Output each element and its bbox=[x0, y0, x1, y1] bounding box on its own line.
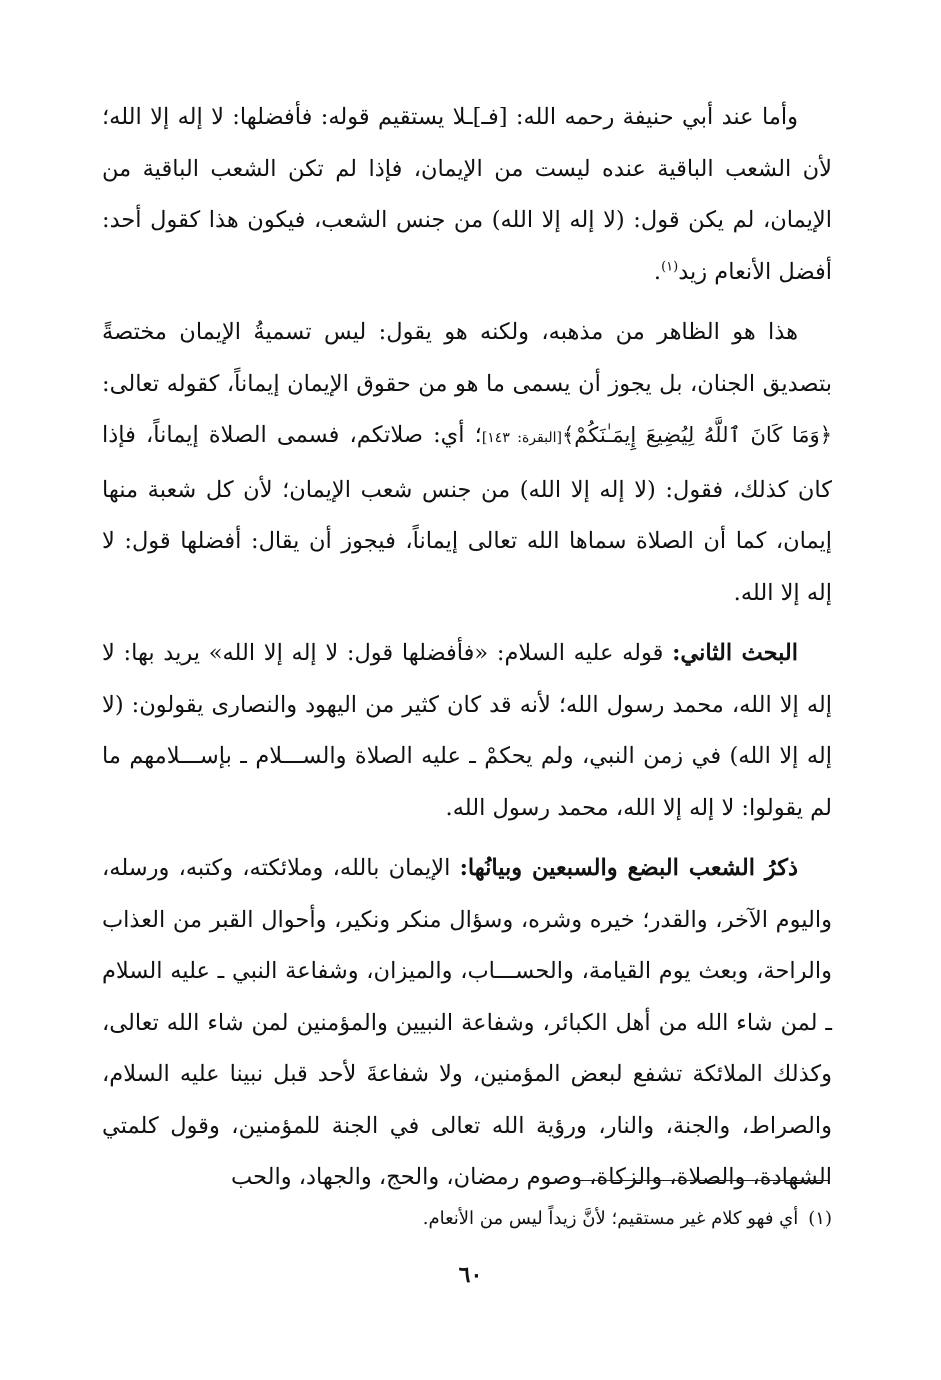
verse-reference: [البقرة: ١٤٣] bbox=[481, 430, 562, 446]
footnote-separator bbox=[580, 1180, 830, 1181]
paragraph-3-text: قوله عليه السلام: «فأفضلها قول: لا إله إلا الله» يريد بها: لا إله إلا الله، محمد رسول الله؛ لأنه قد كان كثير من اليهود والنصارى يقولون: (لا إله إلا الله) في زمن النبي، ولم يحكمْ ـ عليه الصلاة والســـلام ـ بإســـلامهم ما لم يقولوا: لا إله إلا الله، محمد رسول الله. bbox=[102, 640, 832, 821]
paragraph-4-text: الإيمان بالله، وملائكته، وكتبه، ورسله، واليوم الآخر، والقدر؛ خيره وشره، وسؤال منكر ونكير، وأحوال القبر من العذاب والراحة، وبعث يوم القيامة، والحســـاب، والميزان، وشفاعة النبي ـ عليه السلام ـ لمن شاء الله من أهل الكبائر، وشفاعة النبيين والمؤمنين لمن شاء الله تعالى، وكذلك الملائكة تشفع لبعض المؤمنين، ولا شفاعةَ لأحد قبل نبينا عليه السلام، والصراط، والجنة، والنار، ورؤية الله تعالى في الجنة للمؤمنين، وقول كلمتي الشهادة، والصلاة، والزكاة، وصوم رمضان، والحج، والجهاد، والحب bbox=[102, 855, 832, 1190]
paragraph-2-text: هذا هو الظاهر من مذهبه، ولكنه هو يقول: ليس تسميةُ الإيمان مختصةً بتصديق الجنان، بل يجوز أن يسمى ما هو من حقوق الإيمان إيماناً، كقوله تعالى: bbox=[102, 319, 832, 397]
footnote-number: (١) bbox=[808, 1208, 832, 1229]
quran-verse: ﴿وَمَا كَانَ ٱللَّهُ لِيُضِيعَ إِيمَـٰنَكُمْ﴾ bbox=[561, 423, 832, 447]
page-number: ٦٠ bbox=[458, 1262, 483, 1288]
paragraph-2-end: ؛ أي: صلاتكم، فسمى الصلاة إيماناً، فإذا كان كذلك، فقول: (لا إله إلا الله) من جنس شعب الإيمان؛ لأن كل شعبة منها إيمان، كما أن الصلاة سماها الله تعالى إيماناً، فيجوز أن يقال: أفضلها قول: لا إله إلا الله. bbox=[102, 422, 832, 606]
paragraph-2 bbox=[102, 307, 832, 619]
footnote bbox=[102, 1203, 832, 1235]
paragraph-4 bbox=[102, 843, 832, 1204]
page-body bbox=[102, 92, 832, 1213]
section-heading-second-inquiry: البحث الثاني: bbox=[672, 640, 799, 666]
paragraph-3 bbox=[102, 628, 832, 834]
paragraph-1-end: . bbox=[653, 258, 662, 285]
footnote-text: أي فهو كلام غير مستقيم؛ لأنَّ زيداً ليس من الأنعام. bbox=[422, 1208, 799, 1229]
paragraph-1 bbox=[102, 92, 832, 298]
section-heading-branches: ذكرُ الشعب البضع والسبعين وبيانُها: bbox=[459, 855, 798, 881]
paragraph-1-text: وأما عند أبي حنيفة رحمه الله: [فـ]ـلا يستقيم قوله: فأفضلها: لا إله إلا الله؛ لأن الشعب الباقية عنده ليست من الإيمان، فإذا لم تكن الشعب الباقية من الإيمان، لم يكن قول: (لا إله إلا الله) من جنس الشعب، فيكون هذا كقول أحد: أفضل الأنعام زيد bbox=[102, 104, 832, 285]
footnote-reference[interactable]: (١) bbox=[661, 259, 679, 274]
